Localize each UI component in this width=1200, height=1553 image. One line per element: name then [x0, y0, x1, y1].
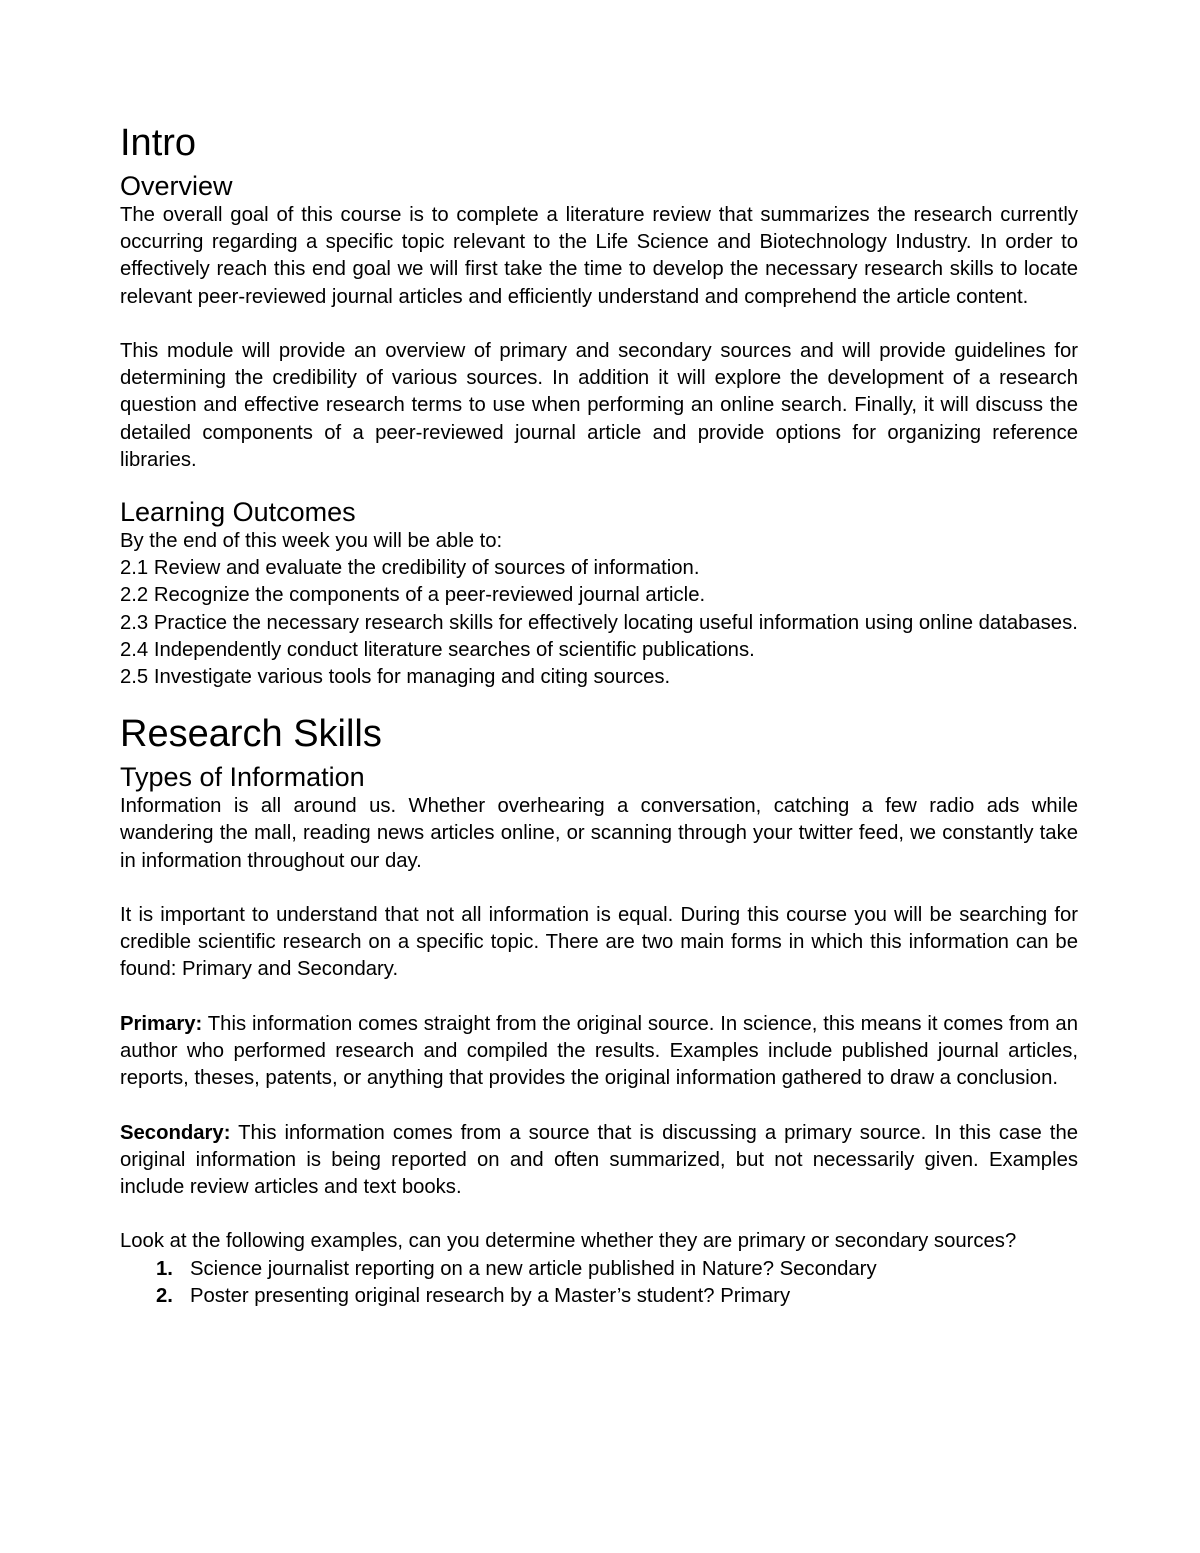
list-item-text: Science journalist reporting on a new article published in Nature? Secondary: [190, 1257, 877, 1280]
examples-list: [120, 1256, 1078, 1310]
types-paragraph-2: It is important to understand that not all information is equal. During this course you will be searching for credible scientific research on a specific topic. There are two main forms in which this information can be found: Primary and Secondary.: [120, 904, 1078, 981]
learning-outcome-item: 2.1 Review and evaluate the credibility of sources of information.: [120, 557, 700, 580]
list-item: [120, 1256, 1078, 1283]
primary-label: Primary:: [120, 1012, 203, 1035]
learning-outcome-item: 2.4 Independently conduct literature searches of scientific publications.: [120, 638, 755, 661]
list-item-text: Poster presenting original research by a Master’s student? Primary: [190, 1284, 791, 1307]
secondary-text: This information comes from a source that is discussing a primary source. In this case the original information is being reported on and often summarized, but not necessarily given. Examples include review articles and text books.: [120, 1121, 1078, 1199]
types-of-information-heading: Types of Information: [120, 762, 365, 793]
primary-definition: [120, 1011, 1078, 1093]
list-number: 2.: [156, 1284, 173, 1307]
list-item: [120, 1283, 1078, 1310]
research-skills-title: Research Skills: [120, 713, 382, 756]
learning-outcome-item: 2.5 Investigate various tools for managing and citing sources.: [120, 666, 671, 689]
learning-outcome-item: 2.3 Practice the necessary research skills for effectively locating useful information using online databases.: [120, 611, 1078, 634]
document-page: [120, 116, 1078, 1310]
intro-title: Intro: [120, 122, 197, 164]
overview-paragraph-1: The overall goal of this course is to complete a literature review that summarizes the research currently occurring regarding a specific topic relevant to the Life Science and Biotechnology Industry. In order to effectively reach this end goal we will first take the time to develop the necessary research skills to locate relevant peer-reviewed journal articles and efficiently understand and comprehend the article content.: [120, 204, 1078, 308]
secondary-definition: [120, 1120, 1078, 1202]
overview-paragraph-2: This module will provide an overview of primary and secondary sources and will provide guidelines for determining the credibility of various sources. In addition it will explore the development of a research question and effective research terms to use when performing an online search. Finally, it will discuss the detailed components of a peer-reviewed journal article and provide options for organizing reference libraries.: [120, 340, 1078, 471]
list-number: 1.: [156, 1257, 173, 1280]
secondary-label: Secondary:: [120, 1121, 231, 1144]
overview-heading: Overview: [120, 171, 233, 201]
learning-outcome-item: 2.2 Recognize the components of a peer-reviewed journal article.: [120, 584, 706, 607]
types-paragraph-1: Information is all around us. Whether overhearing a conversation, catching a few radio ads while wandering the mall, reading news articles online, or scanning through your twitter feed, we constantly take in information throughout our day.: [120, 795, 1078, 872]
learning-outcomes-lead: By the end of this week you will be able to:: [120, 530, 503, 553]
learning-outcomes-heading: Learning Outcomes: [120, 497, 356, 528]
primary-text: This information comes straight from the original source. In science, this means it comes from an author who performed research and compiled the results. Examples include published journal articles, reports, theses, patents, or anything that provides the original information gathered to draw a conclusion.: [120, 1012, 1078, 1090]
examples-lead: Look at the following examples, can you determine whether they are primary or secondary sources?: [120, 1230, 1017, 1253]
